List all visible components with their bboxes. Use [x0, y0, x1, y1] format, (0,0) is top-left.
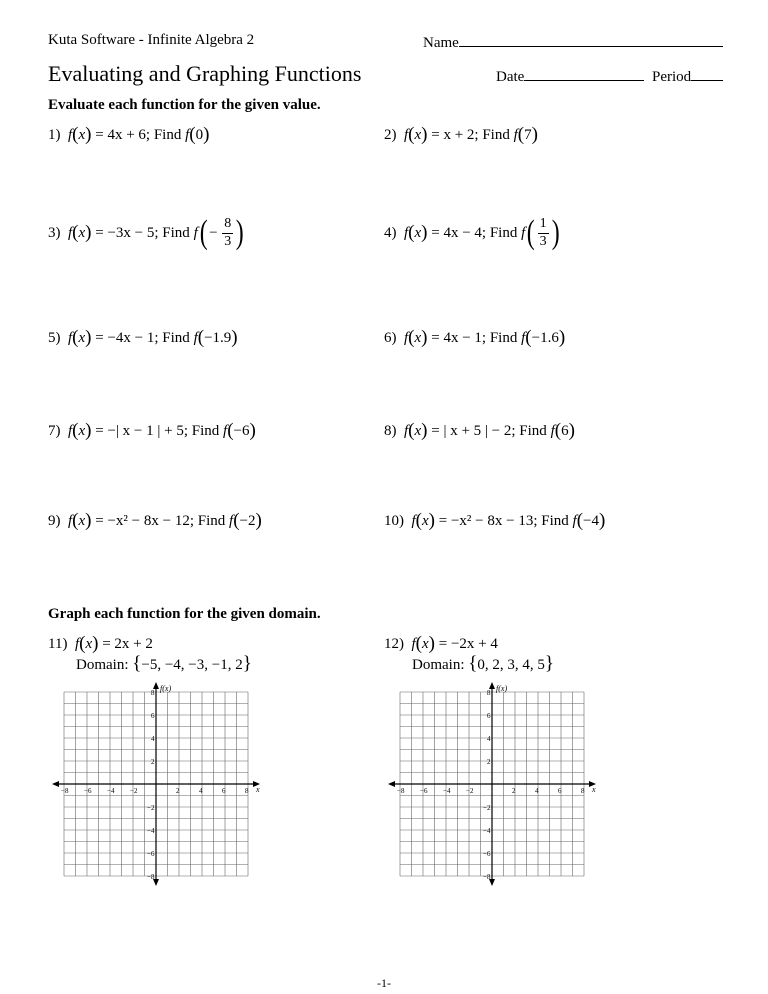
problem-number: 7): [48, 422, 61, 439]
problem-number: 12): [384, 635, 404, 652]
x-tick-label: 2: [176, 787, 180, 795]
x-tick-label: 2: [512, 787, 516, 795]
y-tick-label: 4: [151, 735, 155, 743]
domain-11: Domain: {−5, −4, −3, −1, 2}: [76, 653, 252, 674]
x-tick-label: −6: [84, 787, 92, 795]
y-tick-label: 2: [487, 758, 491, 766]
section2-instruction: Graph each function for the given domain.: [48, 606, 321, 622]
y-tick-label: −2: [147, 804, 155, 812]
coordinate-grid-11[interactable]: [52, 676, 264, 886]
name-label: Name: [423, 35, 459, 51]
y-axis-arrow-up-icon: [489, 682, 495, 689]
problem-expression: = x + 2; Find: [431, 126, 510, 143]
fraction: $\frac{1}{3}$: [539, 216, 547, 249]
x-axis-label: x: [256, 785, 260, 794]
y-axis-label: f(x): [496, 684, 508, 693]
y-axis-arrow-up-icon: [153, 682, 159, 689]
problem-argument: −6: [233, 422, 250, 439]
problem-number: 4): [384, 224, 397, 241]
x-tick-label: 4: [535, 787, 539, 795]
domain-values: −5, −4, −3, −1, 2: [141, 657, 243, 673]
x-tick-label: −4: [443, 787, 451, 795]
problem-8: 8) f ( x ) = | x + 5 | − 2; Find f ( 6 ): [384, 420, 575, 441]
problem-expression: = 4x + 6; Find: [95, 126, 182, 143]
problem-number: 6): [384, 329, 397, 346]
problem-1: 1) f ( x ) = 4x + 6; Find f ( 0 ): [48, 124, 210, 145]
problem-expression: = −3x − 5; Find: [95, 224, 190, 241]
problem-9: 9) f ( x ) = −x² − 8x − 12; Find f ( −2 ): [48, 510, 262, 531]
problem-expression: = −2x + 4: [438, 635, 498, 652]
problem-7: 7) f ( x ) = −| x − 1 | + 5; Find f ( −6 ): [48, 420, 256, 441]
problem-12: 12) f ( x ) = −2x + 4: [384, 633, 498, 654]
page-number: -1-: [377, 976, 391, 990]
problem-2: 2) f ( x ) = x + 2; Find f ( 7 ): [384, 124, 538, 145]
y-tick-label: 6: [487, 712, 491, 720]
x-tick-label: 8: [245, 787, 249, 795]
y-tick-label: −8: [483, 873, 491, 881]
x-tick-label: −8: [397, 787, 405, 795]
y-tick-label: −8: [147, 873, 155, 881]
problem-argument: −4: [583, 512, 599, 529]
problem-5: 5) f ( x ) = −4x − 1; Find f ( −1.9 ): [48, 327, 238, 348]
x-tick-label: −8: [61, 787, 69, 795]
x-axis-arrow-left-icon: [388, 781, 395, 787]
date-field: [496, 66, 644, 86]
x-tick-label: −2: [466, 787, 474, 795]
problem-argument: 7: [524, 126, 532, 143]
problem-expression: = | x + 5 | − 2; Find: [431, 422, 547, 439]
section1-instruction: Evaluate each function for the given value.: [48, 97, 321, 113]
date-label: Date: [496, 69, 525, 85]
y-tick-label: −6: [483, 850, 491, 858]
name-blank[interactable]: [459, 32, 723, 47]
fraction: $\frac{8}{3}$: [224, 216, 232, 249]
x-tick-label: −6: [420, 787, 428, 795]
problem-argument: −1.6: [531, 329, 559, 346]
problem-number: 3): [48, 224, 61, 241]
problem-expression: = 4x − 1; Find: [431, 329, 518, 346]
problem-number: 11): [48, 635, 68, 652]
date-blank[interactable]: [524, 66, 644, 81]
y-tick-label: 4: [487, 735, 491, 743]
problem-number: 8): [384, 422, 397, 439]
period-blank[interactable]: [691, 66, 723, 81]
page-title: Evaluating and Graphing Functions: [48, 61, 362, 86]
domain-12: Domain: {0, 2, 3, 4, 5}: [412, 653, 554, 674]
software-label: Kuta Software - Infinite Algebra 2: [48, 32, 255, 48]
problem-argument: −2: [239, 512, 256, 529]
x-tick-label: 4: [199, 787, 203, 795]
problem-3: 3) f ( x ) = −3x − 5; Find f ( − $\frac{8}{3}$ ): [48, 214, 244, 251]
problem-number: 1): [48, 126, 61, 143]
problem-argument: 6: [561, 422, 569, 439]
problem-argument: −1.9: [204, 329, 232, 346]
y-tick-label: −2: [483, 804, 491, 812]
y-tick-label: 8: [151, 689, 155, 697]
problem-expression: = 4x − 4; Find: [431, 224, 518, 241]
problem-11: 11) f ( x ) = 2x + 2: [48, 633, 153, 654]
y-tick-label: −6: [147, 850, 155, 858]
name-field: [423, 32, 723, 52]
y-tick-label: 6: [151, 712, 155, 720]
y-axis-label: f(x): [160, 684, 172, 693]
problem-number: 9): [48, 512, 61, 529]
y-tick-label: −4: [483, 827, 491, 835]
problem-argument-sign: −: [209, 224, 218, 241]
x-tick-label: 6: [558, 787, 562, 795]
x-tick-label: −4: [107, 787, 115, 795]
x-tick-label: 8: [581, 787, 585, 795]
problem-argument: 0: [195, 126, 204, 143]
x-tick-label: 6: [222, 787, 226, 795]
domain-values: 0, 2, 3, 4, 5: [477, 657, 545, 673]
problem-expression: = −x² − 8x − 13; Find: [438, 512, 569, 529]
y-tick-label: 2: [151, 758, 155, 766]
period-field: [652, 66, 723, 86]
problem-10: 10) f ( x ) = −x² − 8x − 13; Find f ( −4 ): [384, 510, 606, 531]
x-tick-label: −2: [130, 787, 138, 795]
problem-6: 6) f ( x ) = 4x − 1; Find f ( −1.6 ): [384, 327, 566, 348]
x-axis-arrow-left-icon: [52, 781, 59, 787]
y-tick-label: −4: [147, 827, 155, 835]
problem-number: 2): [384, 126, 397, 143]
problem-number: 10): [384, 512, 404, 529]
coordinate-grid-12[interactable]: [388, 676, 600, 886]
problem-expression: = −4x − 1; Find: [95, 329, 190, 346]
problem-number: 5): [48, 329, 61, 346]
y-tick-label: 8: [487, 689, 491, 697]
x-axis-label: x: [592, 785, 596, 794]
problem-4: 4) f ( x ) = 4x − 4; Find f ( $\frac{1}{3}$ ): [384, 214, 560, 251]
problem-expression: = −x² − 8x − 12; Find: [95, 512, 226, 529]
problem-expression: = 2x + 2: [102, 635, 153, 652]
problem-expression: = −| x − 1 | + 5; Find: [95, 422, 220, 439]
period-label: Period: [652, 69, 692, 85]
